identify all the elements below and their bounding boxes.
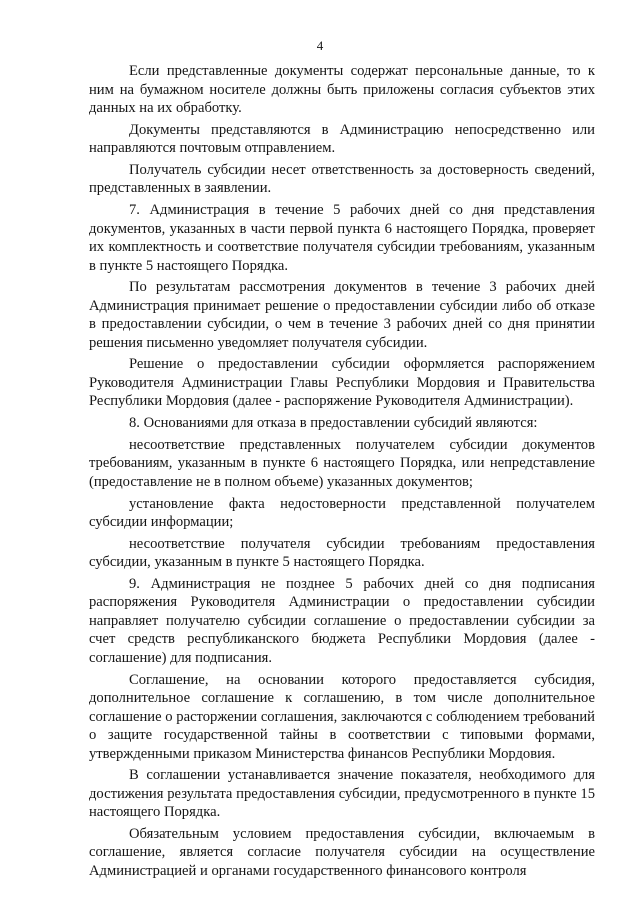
paragraph: установление факта недостоверности представленной получателем субсидии информации;: [89, 495, 595, 530]
paragraph: По результатам рассмотрения документов в течение 3 рабочих дней Администрация принимает решение о предоставлении субсидии либо об отказе в предоставлении субсидии, о чем в течение 3 рабочих дней со дня принятии решения письменно уведомляет получателя субсидии.: [89, 279, 595, 351]
paragraph: 9. Администрация не позднее 5 рабочих дней со дня подписания распоряжения Руководителя Администрации о предоставлении субсидии направляет получателю субсидии соглашение о предоставлении субсидии за счет средств республиканского бюджета Республики Мордовия (далее - соглашение) для подписания.: [89, 575, 595, 666]
paragraph: 8. Основаниями для отказа в предоставлении субсидий являются:: [129, 415, 538, 432]
paragraph: Обязательным условием предоставления субсидии, включаемым в соглашение, является согласие получателя субсидии на осуществление Администрацией и органами государственного финансового контроля: [89, 825, 595, 879]
document-body: [89, 62, 595, 884]
paragraph: Получатель субсидии несет ответственность за достоверность сведений, представленных в заявлении.: [89, 161, 595, 197]
paragraph: несоответствие получателя субсидии требованиям предоставления субсидии, указанным в пункте 5 настоящего Порядка.: [89, 535, 595, 571]
paragraph: Решение о предоставлении субсидии оформляется распоряжением Руководителя Администрации Главы Республики Мордовия и Правительства Республики Мордовия (далее - распоряжение Руководителя Администрации).: [89, 356, 595, 410]
paragraph: В соглашении устанавливается значение показателя, необходимого для достижения результата предоставления субсидии, предусмотренного в пункте 15 настоящего Порядка.: [89, 767, 595, 821]
paragraph: Если представленные документы содержат персональные данные, то к ним на бумажном носителе должны быть приложены согласия субъектов этих данных на их обработку.: [89, 63, 595, 116]
paragraph: Соглашение, на основании которого предоставляется субсидия, дополнительное соглашение к соглашению, в том числе дополнительное соглашение о расторжении соглашения, заключаются с соблюдением требований о защите государственной тайны в соответствии с типовыми формами, утвержденными приказом Министерства финансов Республики Мордовия.: [89, 671, 595, 762]
paragraph: Документы представляются в Администрацию непосредственно или направляются почтовым отправлением.: [89, 121, 595, 157]
page-number: 4: [316, 38, 324, 53]
paragraph: 7. Администрация в течение 5 рабочих дней со дня представления документов, указанных в части первой пункта 6 настоящего Порядка, проверяет их комплектность и соответствие получателя субсидии требованиям, указанным в пункте 5 настоящего Порядка.: [89, 202, 595, 274]
paragraph: несоответствие представленных получателем субсидии документов требованиям, указанным в пункте 6 настоящего Порядка, или непредставление (предоставление не в полном объеме) указанных документов;: [89, 436, 595, 490]
